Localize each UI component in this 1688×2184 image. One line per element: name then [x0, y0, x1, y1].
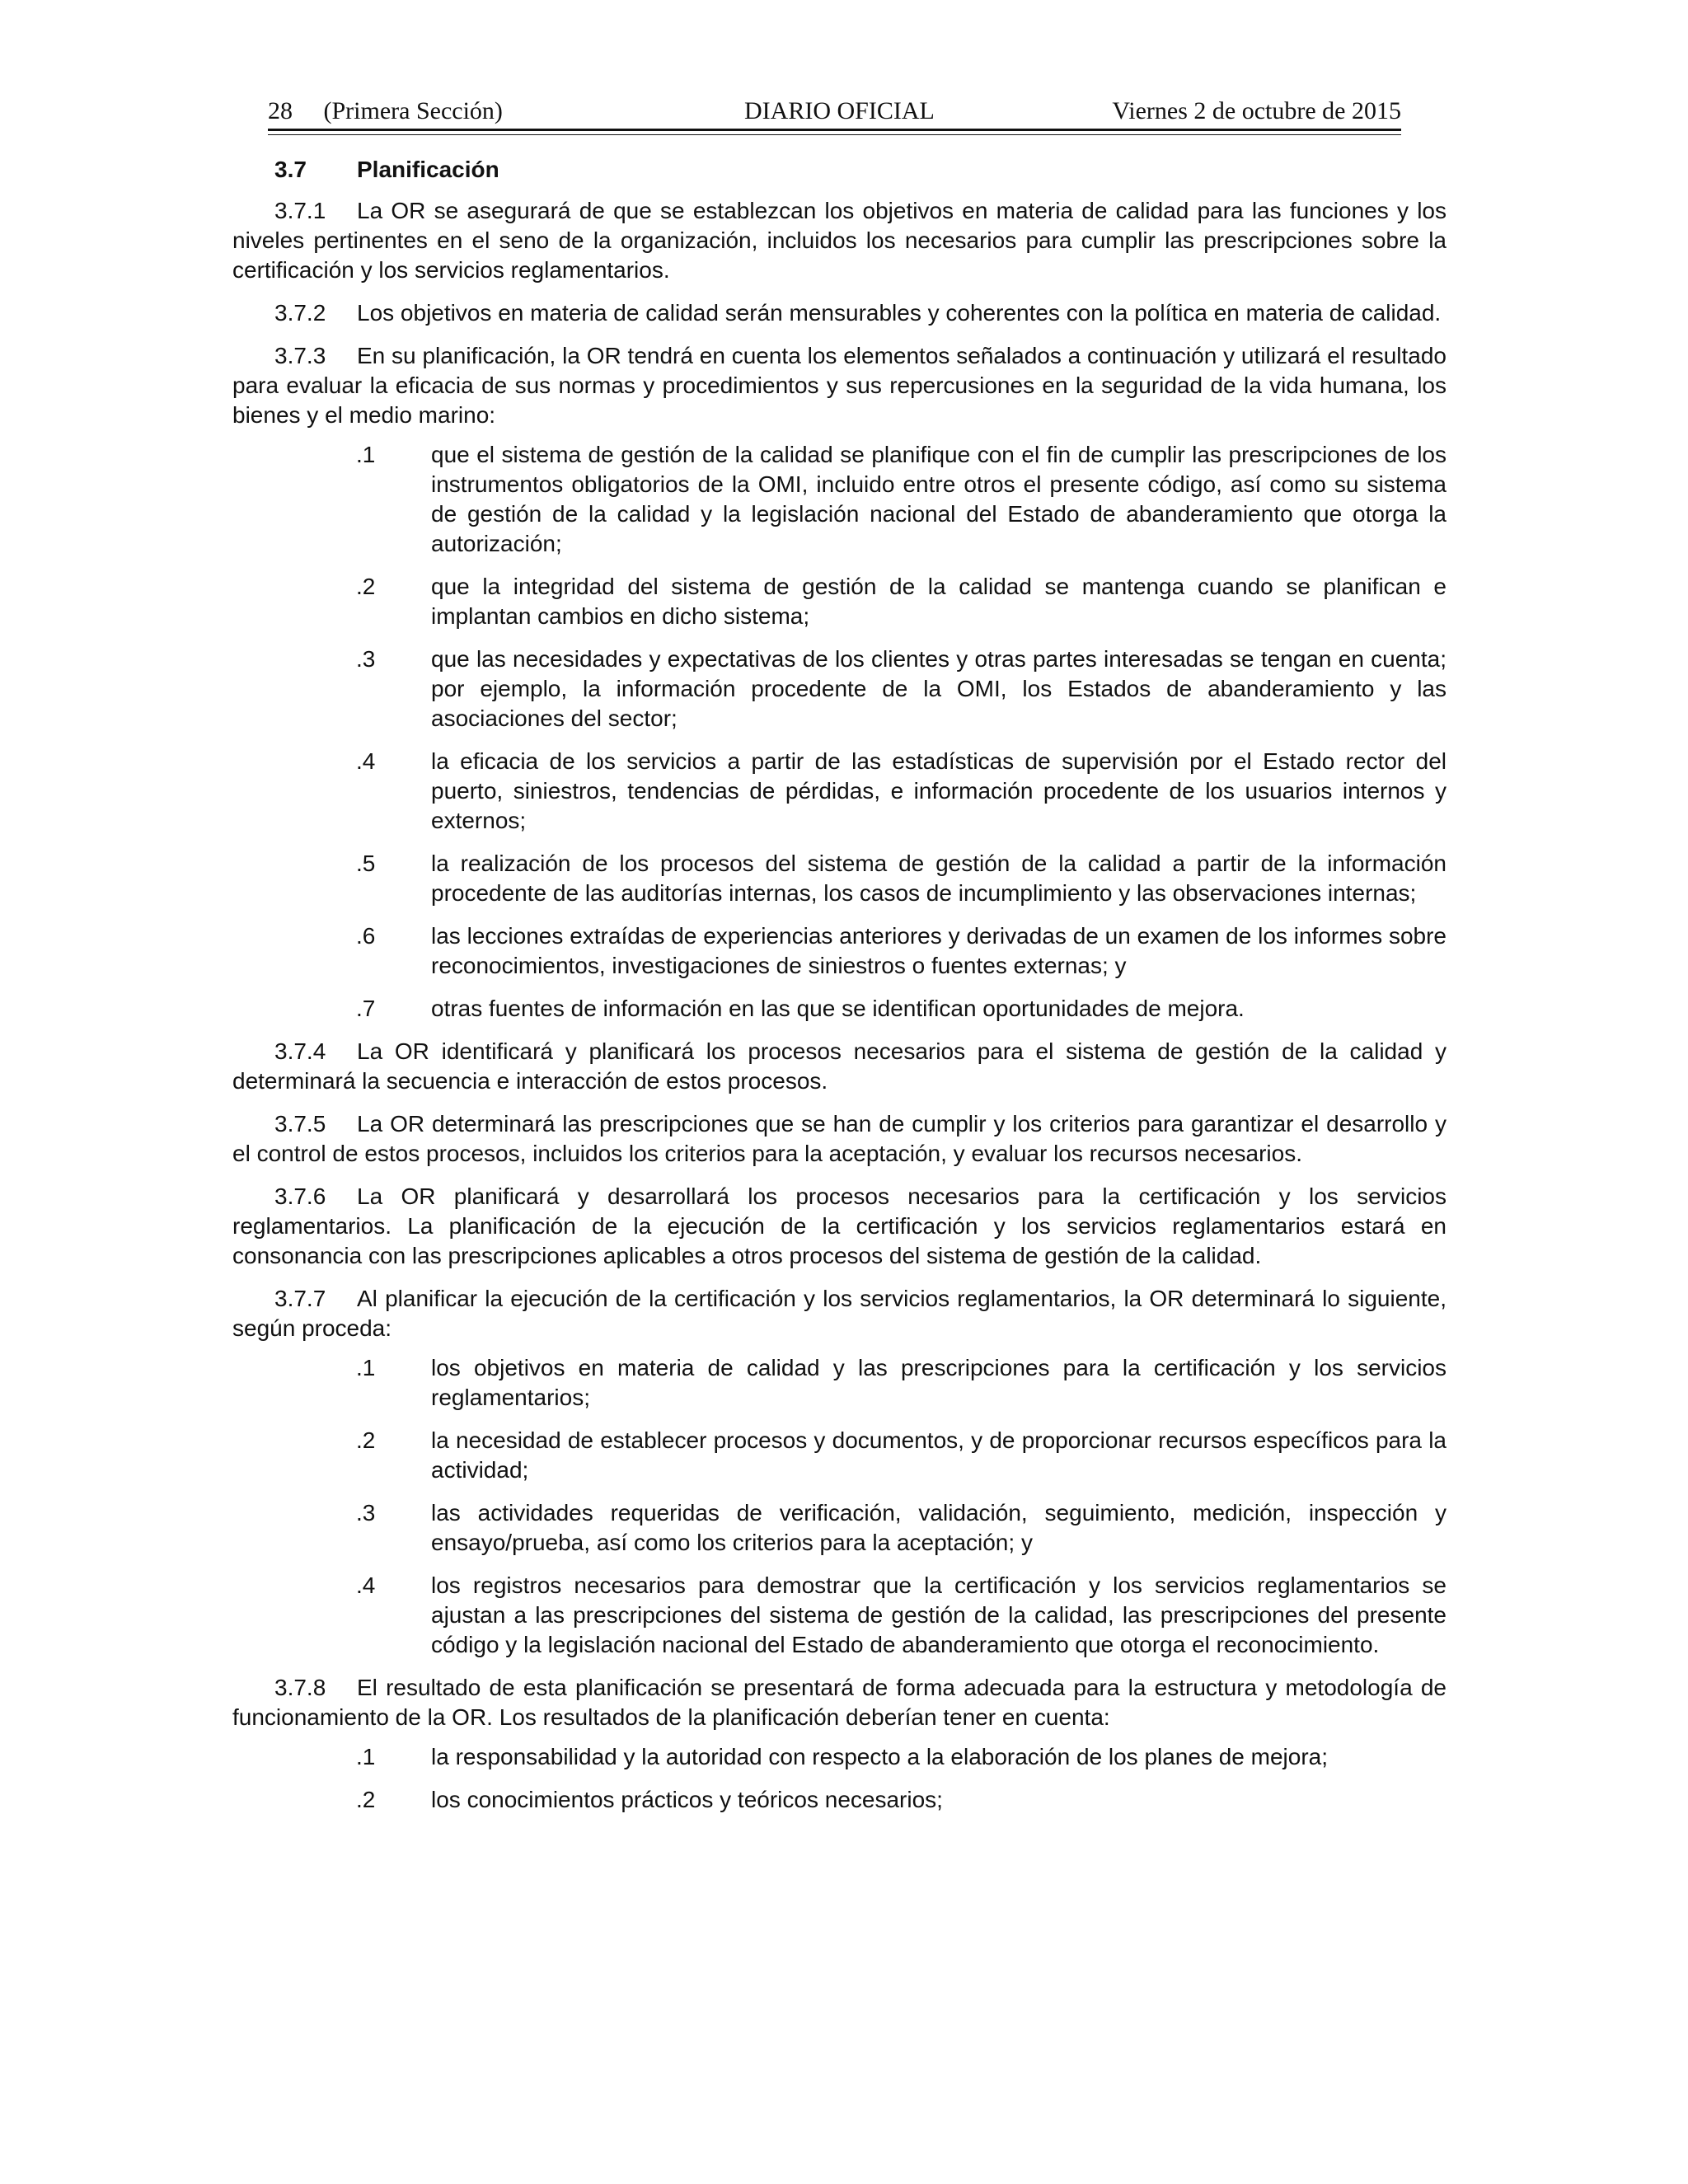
list-item	[232, 994, 1447, 1024]
list-item-number: .1	[356, 1355, 376, 1380]
paragraph-3-7-8	[232, 1673, 1447, 1732]
list-item-text: la realización de los procesos del sistema de gestión de la calidad a partir de la información procedente de las auditorías internas, los casos de incumplimiento y las observaciones internas;	[431, 851, 1447, 906]
header-page-section: 28 (Primera Sección)	[268, 97, 503, 124]
list-item	[232, 1426, 1447, 1485]
list-item-text: la responsabilidad y la autoridad con respecto a la elaboración de los planes de mejora;	[431, 1744, 1329, 1769]
list-item	[232, 921, 1447, 981]
paragraph-number: 3.7.3	[274, 343, 326, 368]
list-item	[232, 572, 1447, 631]
list-item-text: los conocimientos prácticos y teóricos necesarios;	[431, 1787, 943, 1812]
paragraph-number: 3.7.1	[274, 198, 326, 223]
list-item-text: la necesidad de establecer procesos y documentos, y de proporcionar recursos específicos para la actividad;	[431, 1427, 1447, 1483]
list-item	[232, 747, 1447, 836]
header-date: Viernes 2 de octubre de 2015	[1112, 97, 1401, 124]
section-number: 3.7	[274, 157, 307, 182]
paragraph-3-7-3	[232, 341, 1447, 430]
list-item-number: .1	[356, 1744, 376, 1769]
list-item-number: .2	[356, 574, 376, 599]
list-item	[232, 1353, 1447, 1413]
list-item-text: los objetivos en materia de calidad y las prescripciones para la certificación y los servicios reglamentarios;	[431, 1355, 1447, 1410]
paragraph-3-7-7	[232, 1284, 1447, 1343]
paragraph-number: 3.7.8	[274, 1675, 326, 1700]
list-item-number: .3	[356, 646, 376, 672]
section-heading	[232, 155, 1447, 185]
list-item	[232, 1742, 1447, 1772]
header-rule-thin	[268, 134, 1401, 135]
list-item	[232, 1498, 1447, 1558]
list-item	[232, 1571, 1447, 1660]
list-item-text: las lecciones extraídas de experiencias anteriores y derivadas de un examen de los informes sobre reconocimientos, investigaciones de siniestros o fuentes externas; y	[431, 923, 1447, 978]
paragraph-number: 3.7.2	[274, 300, 326, 326]
list-item	[232, 440, 1447, 559]
paragraph-3-7-4	[232, 1037, 1447, 1096]
paragraph-text: La OR identificará y planificará los procesos necesarios para el sistema de gestión de la calidad y determinará la secuencia e interacción de estos procesos.	[232, 1038, 1447, 1094]
list-3-7-8	[232, 1742, 1447, 1815]
list-item	[232, 849, 1447, 908]
list-3-7-3	[232, 440, 1447, 1024]
list-item-number: .2	[356, 1787, 376, 1812]
list-item-number: .1	[356, 442, 376, 467]
list-item-number: .5	[356, 851, 376, 876]
list-3-7-7	[232, 1353, 1447, 1660]
list-item-text: las actividades requeridas de verificación, validación, seguimiento, medición, inspección y ensayo/prueba, así como los criterios para la aceptación; y	[431, 1500, 1447, 1555]
header-publication-title: DIARIO OFICIAL	[744, 97, 935, 124]
paragraph-text: La OR se asegurará de que se establezcan los objetivos en materia de calidad para las funciones y los niveles pertinentes en el seno de la organización, incluidos los necesarios para cumplir las prescripciones sobre la certificación y los servicios reglamentarios.	[232, 198, 1447, 283]
paragraph-number: 3.7.6	[274, 1183, 326, 1209]
list-item-text: otras fuentes de información en las que se identifican oportunidades de mejora.	[431, 996, 1245, 1021]
paragraph-text: La OR planificará y desarrollará los procesos necesarios para la certificación y los servicios reglamentarios. La planificación de la ejecución de la certificación y los servicios reglamentarios estará en consonancia con las prescripciones aplicables a otros procesos del sistema de gestión de la calidad.	[232, 1183, 1447, 1268]
paragraph-text: En su planificación, la OR tendrá en cuenta los elementos señalados a continuación y utilizará el resultado para evaluar la eficacia de sus normas y procedimientos y sus repercusiones en la seguridad de la vida humana, los bienes y el medio marino:	[232, 343, 1447, 428]
paragraph-3-7-5	[232, 1109, 1447, 1169]
document-body	[232, 150, 1447, 1828]
section-title: Planificación	[357, 157, 499, 182]
list-item	[232, 1785, 1447, 1815]
list-item-text: la eficacia de los servicios a partir de las estadísticas de supervisión por el Estado rector del puerto, siniestros, tendencias de pérdidas, e información procedente de los usuarios internos y externos;	[431, 748, 1447, 833]
list-item-number: .3	[356, 1500, 376, 1526]
paragraph-text: El resultado de esta planificación se presentará de forma adecuada para la estructura y metodología de funcionamiento de la OR. Los resultados de la planificación deberían tener en cuenta:	[232, 1675, 1447, 1730]
paragraph-number: 3.7.4	[274, 1038, 326, 1064]
list-item-number: .2	[356, 1427, 376, 1453]
paragraph-text: La OR determinará las prescripciones que se han de cumplir y los criterios para garantizar el desarrollo y el control de estos procesos, incluidos los criterios para la aceptación, y evaluar los recursos necesarios.	[232, 1111, 1447, 1166]
paragraph-number: 3.7.5	[274, 1111, 326, 1137]
list-item	[232, 644, 1447, 733]
header-rule-thick	[268, 129, 1401, 131]
list-item-number: .4	[356, 748, 376, 774]
list-item-text: los registros necesarios para demostrar que la certificación y los servicios reglamentarios se ajustan a las prescripciones del sistema de gestión de la calidad, las prescripciones del presente código y la legislación nacional del Estado de abanderamiento que otorga el reconocimiento.	[431, 1572, 1447, 1657]
list-item-number: .6	[356, 923, 376, 949]
list-item-text: que el sistema de gestión de la calidad se planifique con el fin de cumplir las prescripciones de los instrumentos obligatorios de la OMI, incluido entre otros el presente código, así como su sistema de gestión de la calidad y la legislación nacional del Estado de abanderamiento que otorga la autorización;	[431, 442, 1447, 556]
paragraph-text: Al planificar la ejecución de la certificación y los servicios reglamentarios, la OR determinará lo siguiente, según proceda:	[232, 1286, 1447, 1341]
list-item-text: que la integridad del sistema de gestión de la calidad se mantenga cuando se planifican e implantan cambios en dicho sistema;	[431, 574, 1447, 629]
paragraph-3-7-6	[232, 1182, 1447, 1271]
list-item-text: que las necesidades y expectativas de los clientes y otras partes interesadas se tengan en cuenta; por ejemplo, la información procedente de la OMI, los Estados de abanderamiento y las asociaciones del sector;	[431, 646, 1447, 731]
paragraph-3-7-2	[232, 298, 1447, 328]
paragraph-3-7-1	[232, 196, 1447, 285]
list-item-number: .4	[356, 1572, 376, 1598]
paragraph-number: 3.7.7	[274, 1286, 326, 1311]
list-item-number: .7	[356, 996, 376, 1021]
paragraph-text: Los objetivos en materia de calidad serán mensurables y coherentes con la política en materia de calidad.	[357, 300, 1442, 326]
